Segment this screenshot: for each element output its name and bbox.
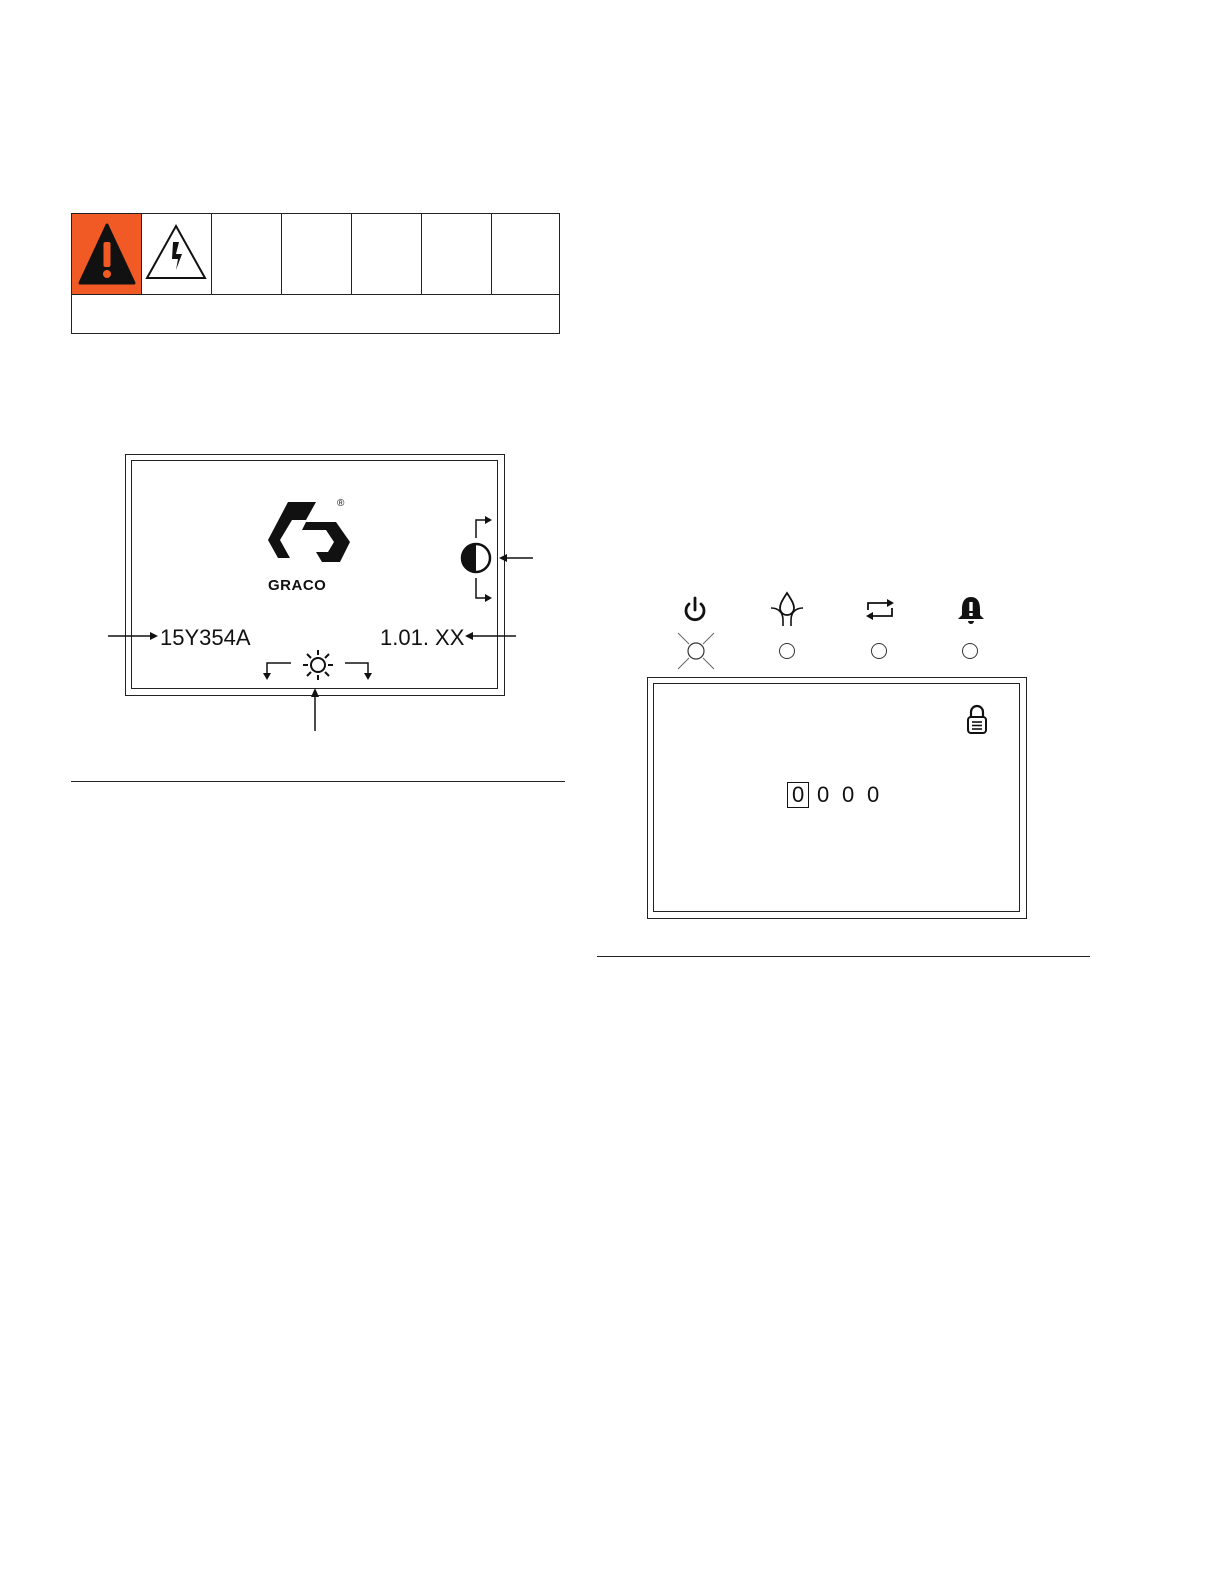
lock-icon	[963, 703, 991, 737]
passcode-digit-2[interactable]: 0	[817, 782, 830, 807]
software-version: 1.01. XX	[380, 625, 465, 650]
passcode-entry[interactable]	[787, 782, 897, 810]
graco-logo-text: GRACO	[268, 577, 327, 594]
warning-cell-general	[72, 214, 142, 294]
part-number: 15Y354A	[160, 625, 251, 650]
power-led-on	[675, 630, 717, 672]
warning-cell-empty-5	[492, 214, 559, 294]
cycle-led	[871, 643, 887, 659]
warning-cell-empty-3	[352, 214, 422, 294]
registered-mark: ®	[337, 498, 345, 509]
power-icon	[681, 595, 709, 625]
fluid-led	[779, 643, 795, 659]
passcode-digit-4[interactable]: 0	[867, 782, 880, 807]
passcode-digit-1[interactable]: 0	[792, 782, 805, 807]
section-divider-left	[71, 781, 565, 782]
warning-cell-empty-4	[422, 214, 492, 294]
warning-table	[71, 213, 560, 334]
brightness-icon	[303, 650, 333, 680]
part-number-callout-arrow	[108, 628, 160, 644]
cycle-icon	[863, 596, 897, 624]
warning-cell-empty-2	[282, 214, 352, 294]
general-warning-icon	[72, 214, 142, 294]
alarm-bell-icon	[956, 594, 986, 626]
passcode-digit-3[interactable]: 0	[842, 782, 855, 807]
section-divider-right	[597, 956, 1090, 957]
warning-symbol-row	[72, 214, 559, 295]
brightness-adjust-callout	[255, 645, 385, 733]
electric-shock-warning-icon	[142, 214, 212, 294]
software-version-callout-arrow	[464, 628, 518, 644]
warning-cell-empty-1	[212, 214, 282, 294]
fluid-drop-icon	[768, 590, 806, 628]
warning-cell-electric	[142, 214, 212, 294]
contrast-adjust-callout	[455, 508, 540, 608]
alarm-led	[962, 643, 978, 659]
